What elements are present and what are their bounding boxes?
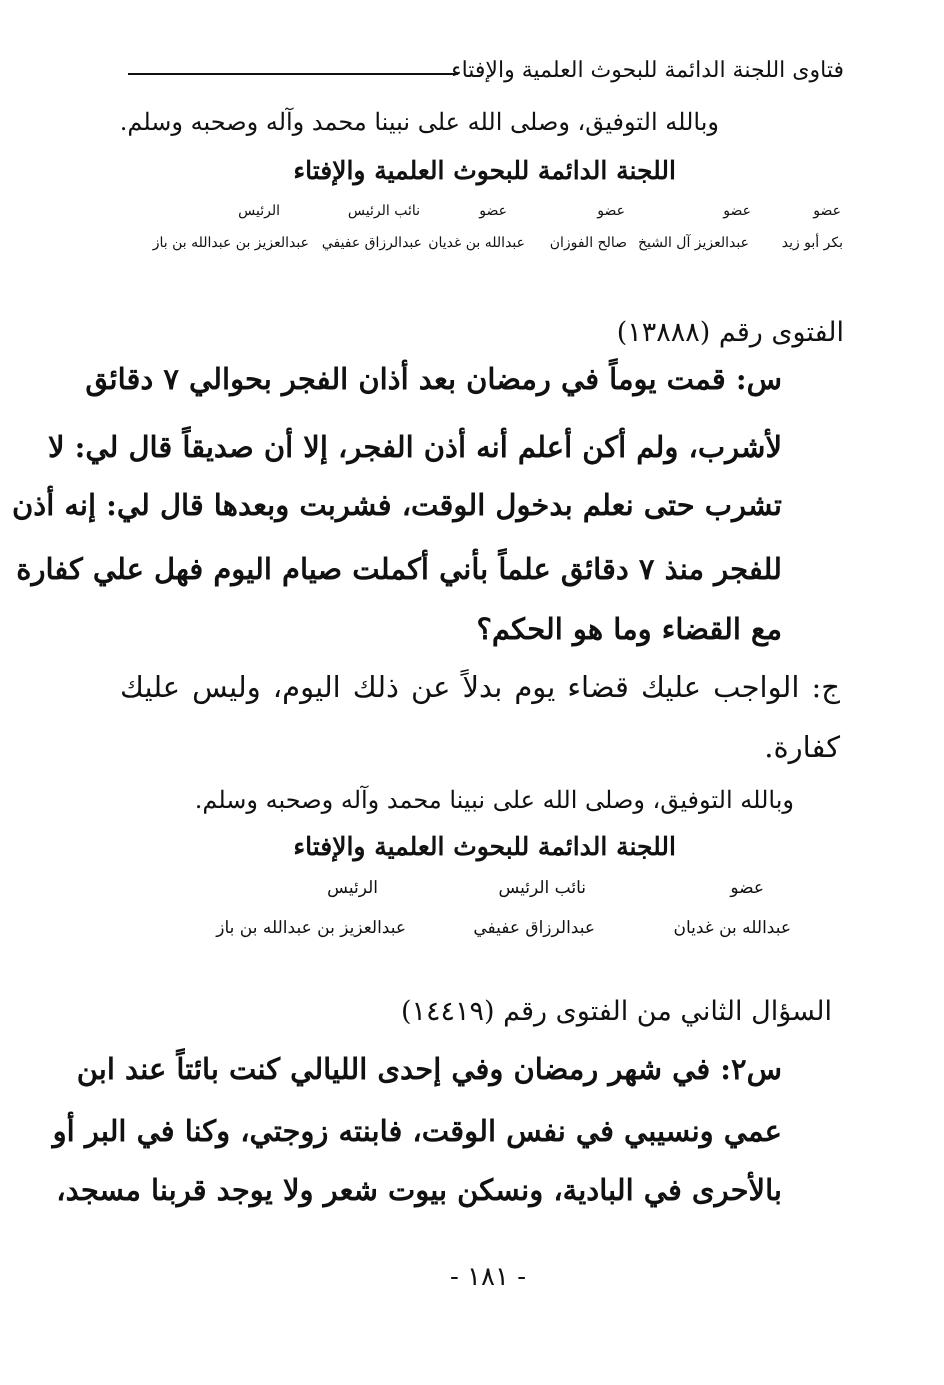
signatory-name: عبدالرزاق عفيفي xyxy=(473,918,595,938)
committee-name: اللجنة الدائمة للبحوث العلمية والإفتاء xyxy=(293,156,676,185)
fatwa-number-title: السؤال الثاني من الفتوى رقم (١٤٤١٩) xyxy=(400,996,832,1027)
signatory-names xyxy=(0,235,944,257)
role-member: عضو xyxy=(730,878,764,898)
question-line: للفجر منذ ٧ دقائق علماً بأني أكملت صيام اليوم فهل علي كفارة xyxy=(16,552,782,586)
role-member: عضو xyxy=(597,203,625,219)
role-vice-president: نائب الرئيس xyxy=(498,878,586,898)
question-line: لأشرب، ولم أكن أعلم أنه أذن الفجر، إلا أن صديقاً قال لي: لا xyxy=(48,430,782,464)
page-number: - ١٨١ - xyxy=(449,1262,526,1292)
signatory-name: عبدالله بن غديان xyxy=(428,235,525,251)
signatory-name: عبدالله بن غديان xyxy=(673,918,791,938)
answer-line: كفارة. xyxy=(764,730,840,764)
committee-name: اللجنة الدائمة للبحوث العلمية والإفتاء xyxy=(293,832,676,861)
question-line: س: قمت يوماً في رمضان بعد أذان الفجر بحوالي ٧ دقائق xyxy=(85,362,782,396)
question-line: س٢: في شهر رمضان وفي إحدى الليالي كنت بائتاً عند ابن xyxy=(76,1052,782,1086)
signatory-names xyxy=(0,918,944,942)
closing-formula: وبالله التوفيق، وصلى الله على نبينا محمد وآله وصحبه وسلم. xyxy=(119,108,719,136)
question-line: تشرب حتى نعلم بدخول الوقت، فشربت وبعدها قال لي: إنه أذن xyxy=(12,488,782,522)
question-line: بالأحرى في البادية، ونسكن بيوت شعر ولا يوجد قربنا مسجد، xyxy=(56,1173,782,1207)
question-line: عمي ونسيبي في نفس الوقت، فابنته زوجتي، وكنا في البر أو xyxy=(52,1114,782,1148)
closing-formula: وبالله التوفيق، وصلى الله على نبينا محمد وآله وصحبه وسلم. xyxy=(194,786,794,814)
signatory-name: عبدالعزيز آل الشيخ xyxy=(637,235,749,251)
question-line: مع القضاء وما هو الحكم؟ xyxy=(476,612,782,646)
signatory-name: عبدالعزيز بن عبدالله بن باز xyxy=(216,918,406,938)
signatory-name: عبدالعزيز بن عبدالله بن باز xyxy=(152,235,309,251)
signatory-name: عبدالرزاق عفيفي xyxy=(321,235,422,251)
role-member: عضو xyxy=(813,203,841,219)
answer-line: ج: الواجب عليك قضاء يوم بدلاً عن ذلك اليوم، وليس عليك xyxy=(120,670,840,704)
signatory-roles xyxy=(0,203,944,225)
header-rule xyxy=(128,73,458,75)
signatory-name: بكر أبو زيد xyxy=(781,235,843,251)
running-header xyxy=(128,58,844,92)
signatory-roles xyxy=(0,878,944,902)
role-vice-president: نائب الرئيس xyxy=(347,203,420,219)
role-member: عضو xyxy=(479,203,507,219)
header-title: فتاوى اللجنة الدائمة للبحوث العلمية والإفتاء xyxy=(451,58,844,83)
signatory-name: صالح الفوزان xyxy=(549,235,627,251)
role-member: عضو xyxy=(723,203,751,219)
fatwa-number-title: الفتوى رقم (١٣٨٨٨) xyxy=(616,317,844,348)
role-president: الرئيس xyxy=(327,878,378,898)
role-president: الرئيس xyxy=(238,203,280,219)
